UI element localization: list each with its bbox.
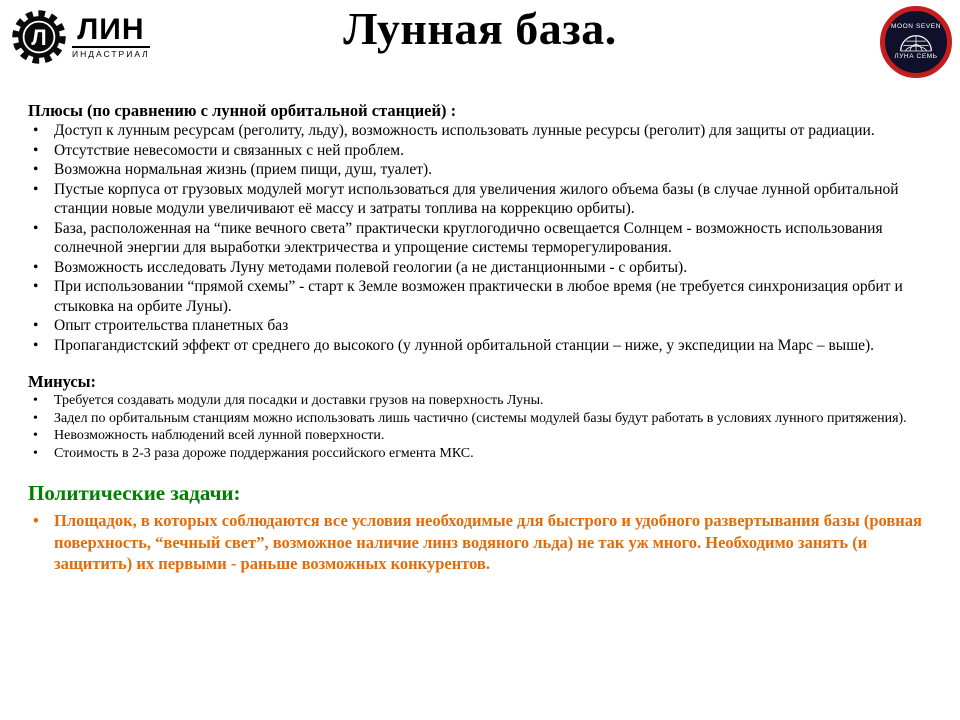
list-item: • База, расположенная на “пике вечного света” практически круглогодично освещается Солнцем - возможность использования солнечной энергии для выработки электричества и упрощение системы терморегулирования. — [28, 219, 932, 258]
list-item: • Задел по орбитальным станциям можно использовать лишь частично (системы модулей базы будут работать в условиях лунного притяжения). — [28, 410, 932, 428]
slide-content — [0, 92, 960, 575]
geodesic-dome-icon — [898, 31, 934, 53]
plus-heading: Плюсы (по сравнению с лунной орбитальной станцией) : — [28, 101, 457, 120]
political-list — [28, 510, 932, 575]
plus-section — [28, 100, 932, 355]
list-item: • Требуется создавать модули для посадки и доставки грузов на поверхность Луны. — [28, 392, 932, 410]
plus-list — [28, 121, 932, 355]
political-section — [28, 480, 932, 575]
svg-text:Л: Л — [31, 25, 47, 51]
badge-top-text: MOON SEVEN — [890, 23, 942, 30]
moon-seven-badge — [880, 6, 952, 78]
list-item: • Опыт строительства планетных баз — [28, 316, 932, 336]
list-item: • При использовании “прямой схемы” - старт к Земле возможен практически в любое время (не требуется синхронизация орбит и стыковка на орбите Луны). — [28, 277, 932, 316]
political-heading: Политические задачи: — [28, 481, 241, 505]
list-item: • Невозможность наблюдений всей лунной поверхности. — [28, 427, 932, 445]
minus-list — [28, 392, 932, 462]
logo-name: ЛИН — [77, 13, 145, 46]
list-item: • Возможна нормальная жизнь (прием пищи, душ, туалет). — [28, 160, 932, 180]
list-item: • Пустые корпуса от грузовых модулей могут использоваться для увеличения жилого объема базы (в случае лунной орбитальной станции новые модули увеличивают её массу и затраты топлива на коррекцию орбиты). — [28, 180, 932, 219]
list-item: • Доступ к лунным ресурсам (реголиту, льду), возможность использовать лунные ресурсы (реголит) для защиты от радиации. — [28, 121, 932, 141]
list-item: • Пропагандистский эффект от среднего до высокого (у лунной орбитальной станции – ниже, у экспедиции на Марс – выше). — [28, 336, 932, 356]
badge-bottom-text: ЛУНА СЕМЬ — [894, 53, 938, 60]
list-item: • Стоимость в 2-3 раза дороже поддержания российского егмента МКС. — [28, 445, 932, 463]
list-item: • Возможность исследовать Луну методами полевой геологии (а не дистанционными - с орбиты). — [28, 258, 932, 278]
logo-subtitle: ИНДАСТРИАЛ — [72, 46, 150, 59]
slide-header — [0, 0, 960, 92]
list-item: • Площадок, в которых соблюдаются все условия необходимые для быстрого и удобного развертывания базы (ровная поверхность, “вечный свет”, возможное наличие линз водяного льда) не так уж много. Необходимо занять (и защитить) их первыми - раньше возможных конкурентов. — [28, 510, 932, 575]
slide-title: Лунная база. — [343, 3, 617, 54]
minus-heading: Минусы: — [28, 372, 97, 391]
list-item: • Отсутствие невесомости и связанных с ней проблем. — [28, 141, 932, 161]
minus-section — [28, 371, 932, 462]
